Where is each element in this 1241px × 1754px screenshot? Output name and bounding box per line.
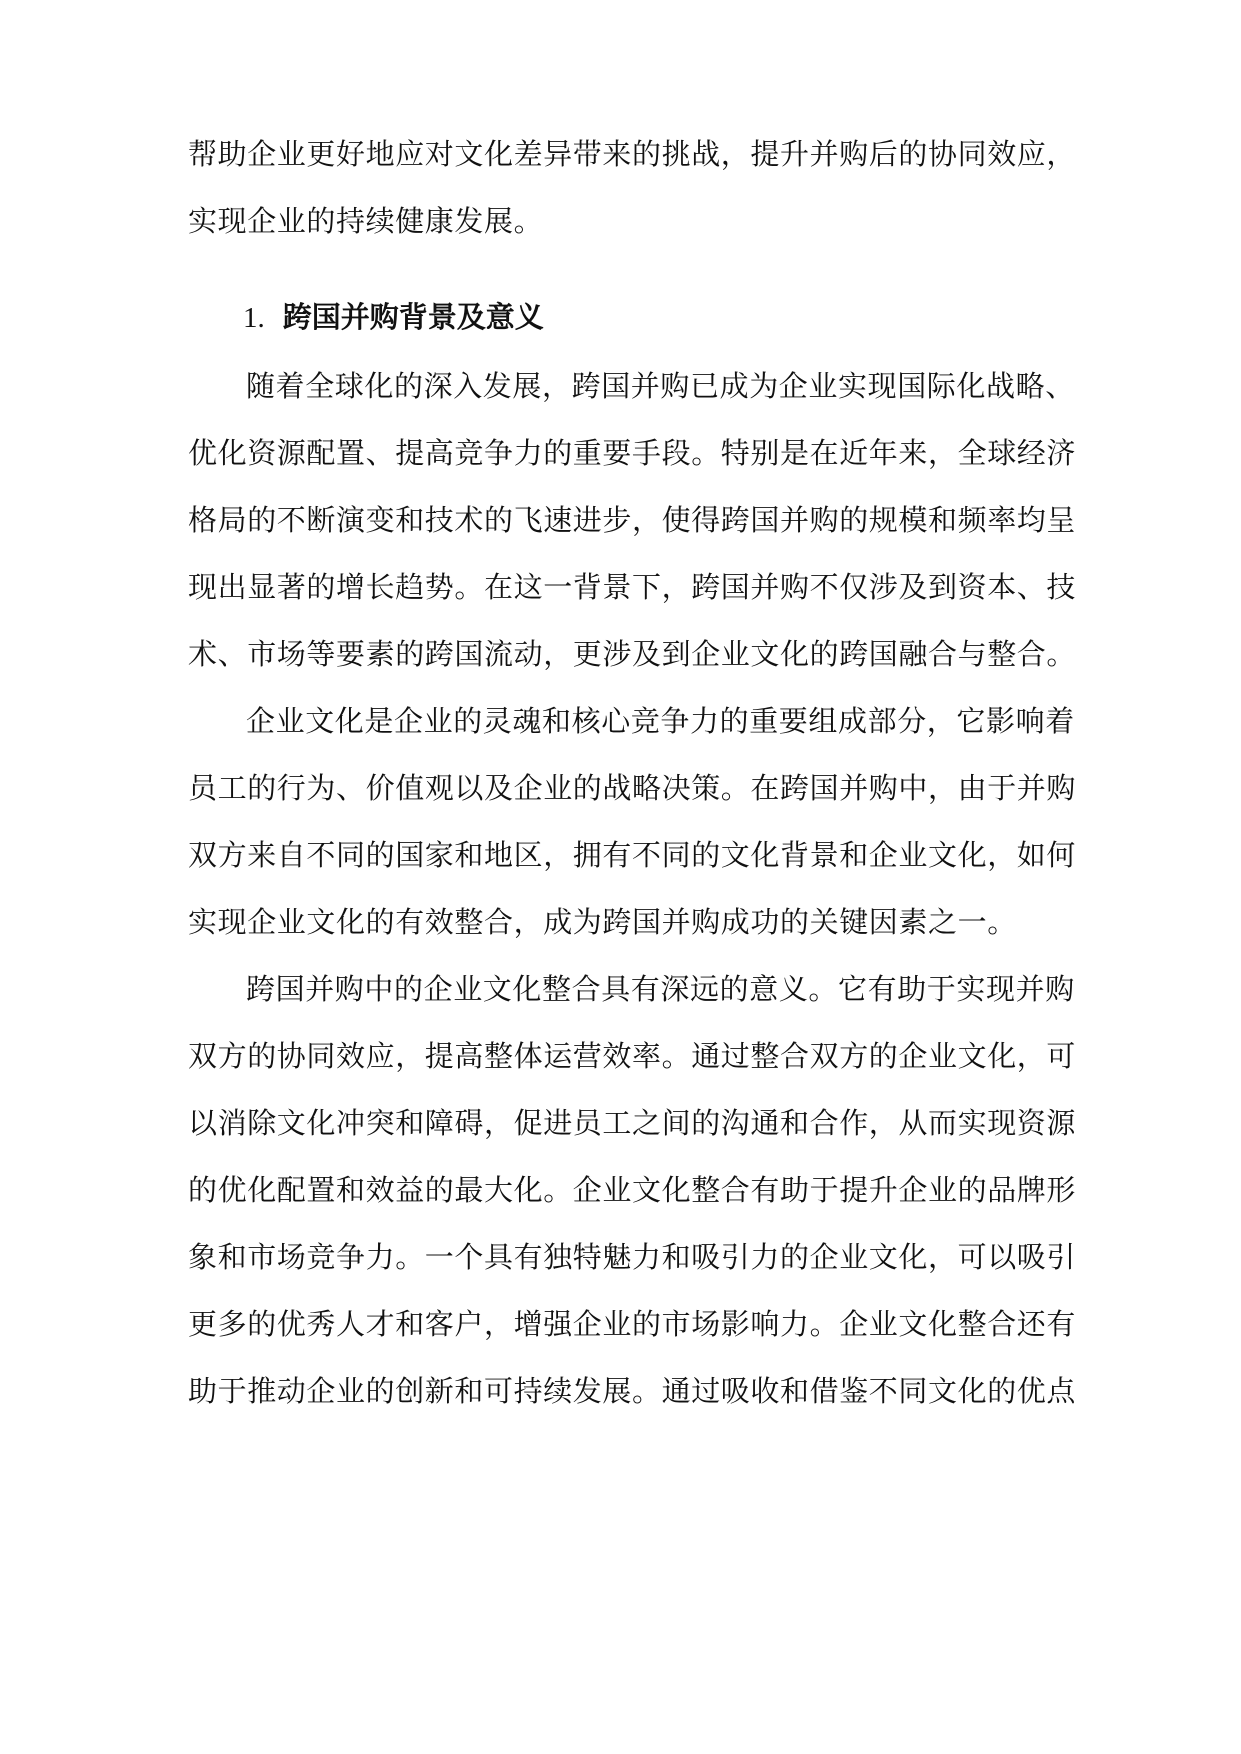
intro-line-1: 帮助企业更好地应对文化差异带来的挑战，提升并购后的协同效应， xyxy=(188,137,1077,171)
paragraph-3-line-6: 更多的优秀人才和客户，增强企业的市场影响力。企业文化整合还有 xyxy=(188,1307,1077,1341)
paragraph-2-line-1: 企业文化是企业的灵魂和核心竞争力的重要组成部分，它影响着 xyxy=(246,704,1075,738)
section-title: 跨国并购背景及意义 xyxy=(282,300,544,334)
paragraph-3-line-1: 跨国并购中的企业文化整合具有深远的意义。它有助于实现并购 xyxy=(246,972,1075,1006)
paragraph-2-line-2: 员工的行为、价值观以及企业的战略决策。在跨国并购中，由于并购 xyxy=(188,771,1077,805)
paragraph-2-line-3: 双方来自不同的国家和地区，拥有不同的文化背景和企业文化，如何 xyxy=(188,838,1077,872)
section-heading xyxy=(243,297,544,338)
paragraph-3-line-5: 象和市场竞争力。一个具有独特魅力和吸引力的企业文化，可以吸引 xyxy=(188,1240,1077,1274)
paragraph-1-line-3: 格局的不断演变和技术的飞速进步，使得跨国并购的规模和频率均呈 xyxy=(188,503,1077,537)
section-number: 1. xyxy=(243,302,265,334)
paragraph-3-line-2: 双方的协同效应，提高整体运营效率。通过整合双方的企业文化，可 xyxy=(188,1039,1077,1073)
paragraph-1-line-5: 术、市场等要素的跨国流动，更涉及到企业文化的跨国融合与整合。 xyxy=(188,637,1077,671)
paragraph-3-line-4: 的优化配置和效益的最大化。企业文化整合有助于提升企业的品牌形 xyxy=(188,1173,1077,1207)
paragraph-1-line-4: 现出显著的增长趋势。在这一背景下，跨国并购不仅涉及到资本、技 xyxy=(188,570,1077,604)
paragraph-3-line-7: 助于推动企业的创新和可持续发展。通过吸收和借鉴不同文化的优点 xyxy=(188,1374,1077,1408)
paragraph-1-line-2: 优化资源配置、提高竞争力的重要手段。特别是在近年来，全球经济 xyxy=(188,436,1077,470)
intro-line-2: 实现企业的持续健康发展。 xyxy=(188,204,544,238)
paragraph-3-line-3: 以消除文化冲突和障碍，促进员工之间的沟通和合作，从而实现资源 xyxy=(188,1106,1077,1140)
paragraph-1-line-1: 随着全球化的深入发展，跨国并购已成为企业实现国际化战略、 xyxy=(246,369,1075,403)
paragraph-2-line-4: 实现企业文化的有效整合，成为跨国并购成功的关键因素之一。 xyxy=(188,905,1017,939)
